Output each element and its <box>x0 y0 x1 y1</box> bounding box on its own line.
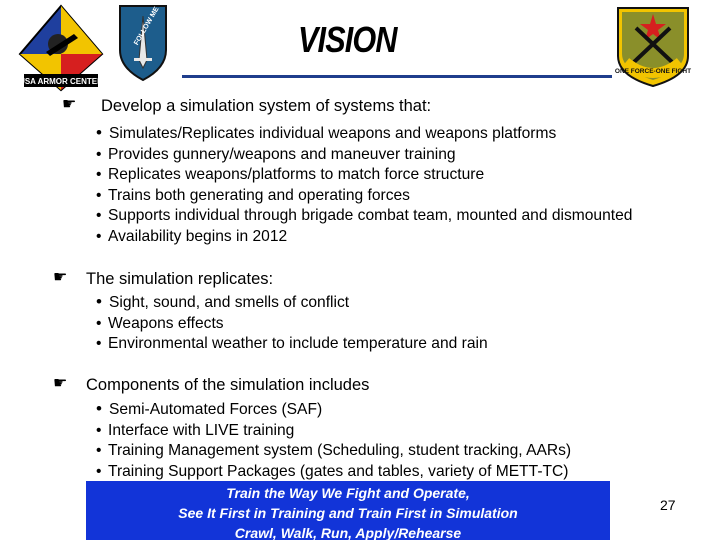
pointing-hand-icon: ☛ <box>53 269 68 286</box>
list-item: • Environmental weather to include temperature and rain <box>96 335 488 353</box>
bullet-list <box>96 399 571 482</box>
section-heading: The simulation replicates: <box>86 270 274 288</box>
pointing-hand-icon: ☛ <box>62 96 77 113</box>
svg-text:ONE FORCE-ONE FIGHT: ONE FORCE-ONE FIGHT <box>614 68 692 75</box>
list-item: • Availability begins in 2012 <box>96 227 288 245</box>
armor-center-logo <box>18 4 104 92</box>
section-heading: Components of the simulation includes <box>86 376 370 394</box>
bullet-list <box>96 292 488 355</box>
list-item: • Training Management system (Scheduling, student tracking, AARs) <box>96 442 572 460</box>
list-item: • Provides gunnery/weapons and maneuver training <box>96 145 456 163</box>
list-item: • Semi-Automated Forces (SAF) <box>96 399 323 418</box>
list-item: • Weapons effects <box>96 314 224 332</box>
list-item: • Simulates/Replicates individual weapons and weapons platforms <box>96 123 557 142</box>
page-number: 27 <box>660 497 676 513</box>
svg-text:USA ARMOR CENTER: USA ARMOR CENTER <box>19 77 103 86</box>
list-item: • Sight, sound, and smells of conflict <box>96 292 350 311</box>
one-force-one-fight-logo <box>612 2 694 88</box>
pointing-hand-icon: ☛ <box>53 375 68 392</box>
list-item: • Replicates weapons/platforms to match force structure <box>96 166 485 184</box>
list-item: • Trains both generating and operating forces <box>96 186 410 204</box>
slide-title: VISION <box>298 19 397 60</box>
section-heading: Develop a simulation system of systems that: <box>101 97 432 115</box>
footer-banner <box>86 481 610 540</box>
bullet-list <box>96 123 632 248</box>
footer-line: Crawl, Walk, Run, Apply/Rehearse <box>234 525 462 541</box>
title-underline <box>182 75 612 78</box>
list-item: • Interface with LIVE training <box>96 421 295 439</box>
list-item: • Supports individual through brigade combat team, mounted and dismounted <box>96 207 633 225</box>
follow-me-shield-logo <box>116 2 170 82</box>
svg-text:FOLLOW ME: FOLLOW ME <box>133 5 161 47</box>
footer-line: See It First in Training and Train First in Simulation <box>178 505 518 521</box>
list-item: • Training Support Packages (gates and tables, variety of METT-TC) <box>96 462 569 480</box>
footer-line: Train the Way We Fight and Operate, <box>226 485 470 501</box>
